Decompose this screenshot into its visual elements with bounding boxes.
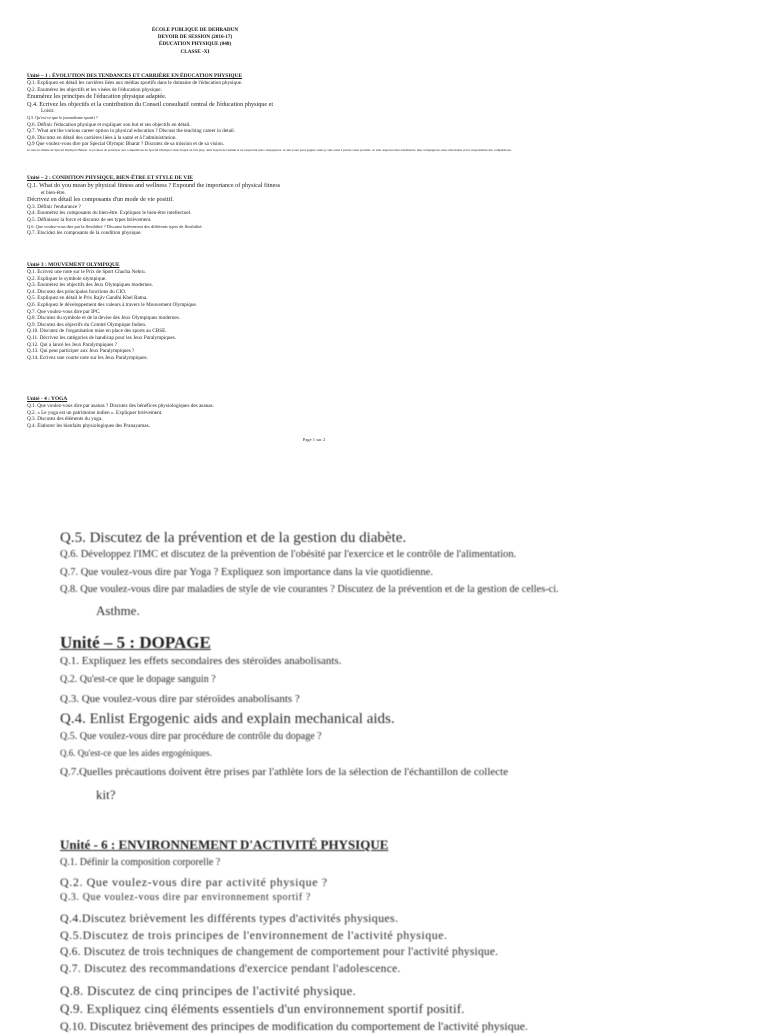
question: Q.6. Discutez de trois techniques de changement de comportement pour l'activité physique. bbox=[60, 946, 499, 958]
question: Q.2. Qu'est-ce que le dopage sanguin ? bbox=[60, 674, 216, 685]
question: Q.4.Discutez brièvement les différents types d'activités physiques. bbox=[60, 911, 399, 925]
question: Q.11. Décrivez les catégories de handicap pour les Jeux Paralympiques. bbox=[27, 334, 177, 341]
question: Q.12. Qui a lancé les Jeux Paralympiques ? bbox=[27, 341, 118, 348]
question: Q.7.Quelles précautions doivent être prises par l'athlète lors de la sélection de l'échantillon de collecte bbox=[60, 766, 509, 778]
question: Q.3. Définir l'endurance ? bbox=[27, 203, 81, 210]
question-continuation: kit? bbox=[96, 787, 116, 802]
question-continuation: Asthme. bbox=[96, 603, 140, 618]
question: Q.7. Discutez des recommandations d'exercice pendant l'adolescence. bbox=[60, 963, 401, 975]
question: Q.8. Discutez en détail des carrières liées à la santé et à l'administration. bbox=[27, 134, 177, 141]
question: Q.7. Que voulez-vous dire par Yoga ? Expliquez son importance dans la vie quotidienne. bbox=[60, 567, 433, 578]
question: Q.1. Expliquez en détail les carrières liées aux médias sportifs dans le domaine de l'éducation physique. bbox=[27, 80, 243, 86]
question: Q.13. Qui peut participer aux Jeux Paralympiques ? bbox=[27, 348, 135, 355]
question: Q.5. Qu'est-ce que le journalisme sportif ? bbox=[27, 114, 98, 120]
question: Q.9. Expliquez cinq éléments essentiels d'un environnement sportif positif. bbox=[60, 1001, 465, 1016]
question: Q.5.Discutez de trois principes de l'environnement de l'activité physique. bbox=[60, 928, 448, 942]
question: Q.5. Discutez de la prévention et de la gestion du diabète. bbox=[60, 530, 407, 546]
question: Q.6. Définir l'éducation physique et expliquer son but et ses objectifs en détail. bbox=[27, 121, 191, 128]
question: Q.7. Élucidez les composants de la condition physique. bbox=[27, 230, 142, 237]
document-header bbox=[95, 27, 295, 56]
question: Q.5. Définissez la force et discutez de ses types brièvement. bbox=[27, 216, 152, 223]
page-one bbox=[0, 0, 768, 450]
question: Q.2. « Le yoga est un patrimoine indien ». Expliquer brièvement. bbox=[27, 409, 163, 416]
question: Q.3. Que voulez-vous dire par stéroïdes anabolisants ? bbox=[60, 693, 300, 705]
question: Q.4. Enlist Ergogenic aids and explain mechanical aids. bbox=[60, 711, 395, 727]
class-title: CLASSE -XI bbox=[180, 48, 210, 55]
question: Q.8. Discutez de cinq principes de l'activité physique. bbox=[60, 983, 357, 998]
question: Q.6. Qu'est-ce que les aides ergogéniques. bbox=[60, 748, 212, 758]
question: Q.1. Que voulez-vous dire par asanas ? Discutez des bénéfices physiologiques des asanas. bbox=[27, 403, 214, 409]
question: Q.6. Expliquez le développement des valeurs à travers le Mouvement Olympique. bbox=[27, 301, 198, 308]
question: Q.4. Énumérez les composants du bien-être. Expliquez le bien-être intellectuel. bbox=[27, 210, 192, 217]
question: Q.8. Que voulez-vous dire par maladies de style de vie courantes ? Discutez de la prévention et de la gestion de celles-ci. bbox=[60, 584, 559, 595]
question: Q.1. Écrivez une note sur le Prix de Sport Chacha Nehru. bbox=[27, 269, 146, 275]
question: Q.4. Élaborer les bienfaits physiologiques des Pranayamas. bbox=[27, 422, 150, 429]
question: Q.10. Discutez de l'organisation mise en place des sports au CBSE. bbox=[27, 328, 167, 335]
question: Q.9 Que voulez-vous dire par Special Olympic Bharat ? Discutez de sa mission et de sa vision. bbox=[27, 141, 225, 148]
question: Q.1. Expliquez les effets secondaires des stéroïdes anabolisants. bbox=[60, 655, 342, 667]
question: Q.5. Que voulez-vous dire par procédure de contrôle du dopage ? bbox=[60, 731, 322, 742]
unit-title: Unité – 2 : CONDITION PHYSIQUE, BIEN-ÊTRE ET STYLE DE VIE bbox=[27, 175, 193, 181]
question-continuation: et bien-être. bbox=[41, 189, 66, 196]
unit-title: Unité - 4 : YOGA bbox=[27, 396, 68, 402]
question: Q.2. Expliquer le symbole olympique. bbox=[27, 275, 107, 282]
question: Q.9. Discutez des objectifs du Comité Olympique Indien. bbox=[27, 321, 147, 328]
unit-2-section bbox=[27, 175, 747, 237]
question-continuation: Loisir. bbox=[41, 108, 55, 115]
question: Q.10. Discutez brièvement des principes de modification du comportement de l'activité physique. bbox=[60, 1019, 529, 1033]
question: Q.4. Écrivez les objectifs et la contribution du Conseil consultatif central de l'éducation physique et bbox=[27, 100, 274, 108]
unit-6-title bbox=[60, 837, 388, 853]
question: Q.6. Que voulez-vous dire par la flexibilité ? Discutez brièvement des différents types de flexibilité. bbox=[27, 223, 203, 229]
question: Q.3. Que voulez-vous dire par environnement sportif ? bbox=[60, 892, 311, 903]
unit-title: Unité - 6 : ENVIRONNEMENT D'ACTIVITÉ PHYSIQUE bbox=[60, 837, 389, 852]
question: Q.8. Discutez du symbole et de la devise des Jeux Olympiques modernes. bbox=[27, 315, 180, 322]
question: Q.2. Que voulez-vous dire par activité physique ? bbox=[60, 875, 328, 889]
question: Q.14. Écrivez une courte note sur les Jeux Paralympiques. bbox=[27, 354, 148, 361]
unit-1-section bbox=[27, 73, 747, 153]
question: Q.7. Que voulez-vous dire par IPC. bbox=[27, 308, 101, 315]
question: Q.6. Développez l'IMC et discutez de la prévention de l'obésité par l'exercice et le contrôle de l'alimentation. bbox=[60, 549, 517, 560]
question: Q.1. What do you mean by physical fitness and wellness ? Expound the importance of physical fitness bbox=[27, 182, 281, 189]
unit-5-title bbox=[60, 633, 211, 653]
question: Q.3. Discutez des éléments du yoga. bbox=[27, 416, 103, 423]
question: Q.5. Expliquez en détail le Prix Rajiv Gandhi Khel Ratna. bbox=[27, 295, 148, 302]
question-note: Je suis un athlète de Special Olympics Bharat. Je promets de participer aux compétitions de Special Olympics dans l'esprit de fair-play, dans l'esprit de l'amitié et en respectant mes compagnons. Je suis jouer pour gagner, mais je suis aussi à perdre aussi possible. Je suis respecter mes entraîneurs, mes compagnons, mes adversaires et les responsables des compétitions. bbox=[27, 147, 512, 152]
question: Énumérez les principes de l'éducation physique adaptée. bbox=[27, 93, 167, 101]
subject-title: ÉDUCATION PHYSIQUE (048) bbox=[158, 41, 232, 48]
question: Q.7. What are the various career option in physical education ? Discuss the teaching career in detail. bbox=[27, 128, 236, 135]
unit-title: Unité 3 : MOUVEMENT OLYMPIQUE bbox=[27, 262, 120, 268]
question: Décrivez en détail les composants d'un mode de vie positif. bbox=[27, 196, 174, 204]
page-number: Page 1 sur 2 bbox=[302, 437, 326, 442]
question: Q.2. Énumérez les objectifs et les visées de l'éducation physique. bbox=[27, 86, 162, 93]
unit-title: Unité – 1 : ÉVOLUTION DES TENDANCES ET CARRIÈRE EN ÉDUCATION PHYSIQUE bbox=[27, 73, 243, 79]
question: Q.4. Discutez des principales fonctions du CIO. bbox=[27, 288, 127, 295]
school-name: ÉCOLE PUBLIQUE DE DEHRADUN bbox=[151, 27, 239, 33]
unit-title: Unité – 5 : DOPAGE bbox=[60, 633, 211, 652]
unit-4-section bbox=[27, 396, 747, 429]
unit-3-section bbox=[27, 262, 747, 361]
page-two bbox=[0, 500, 768, 1033]
question: Q.1. Définir la composition corporelle ? bbox=[60, 857, 221, 868]
question: Q.3. Énumérez les objectifs des Jeux Olympiques modernes. bbox=[27, 282, 153, 289]
session-title: DEVOIR DE SESSION (2016-17) bbox=[157, 34, 233, 41]
